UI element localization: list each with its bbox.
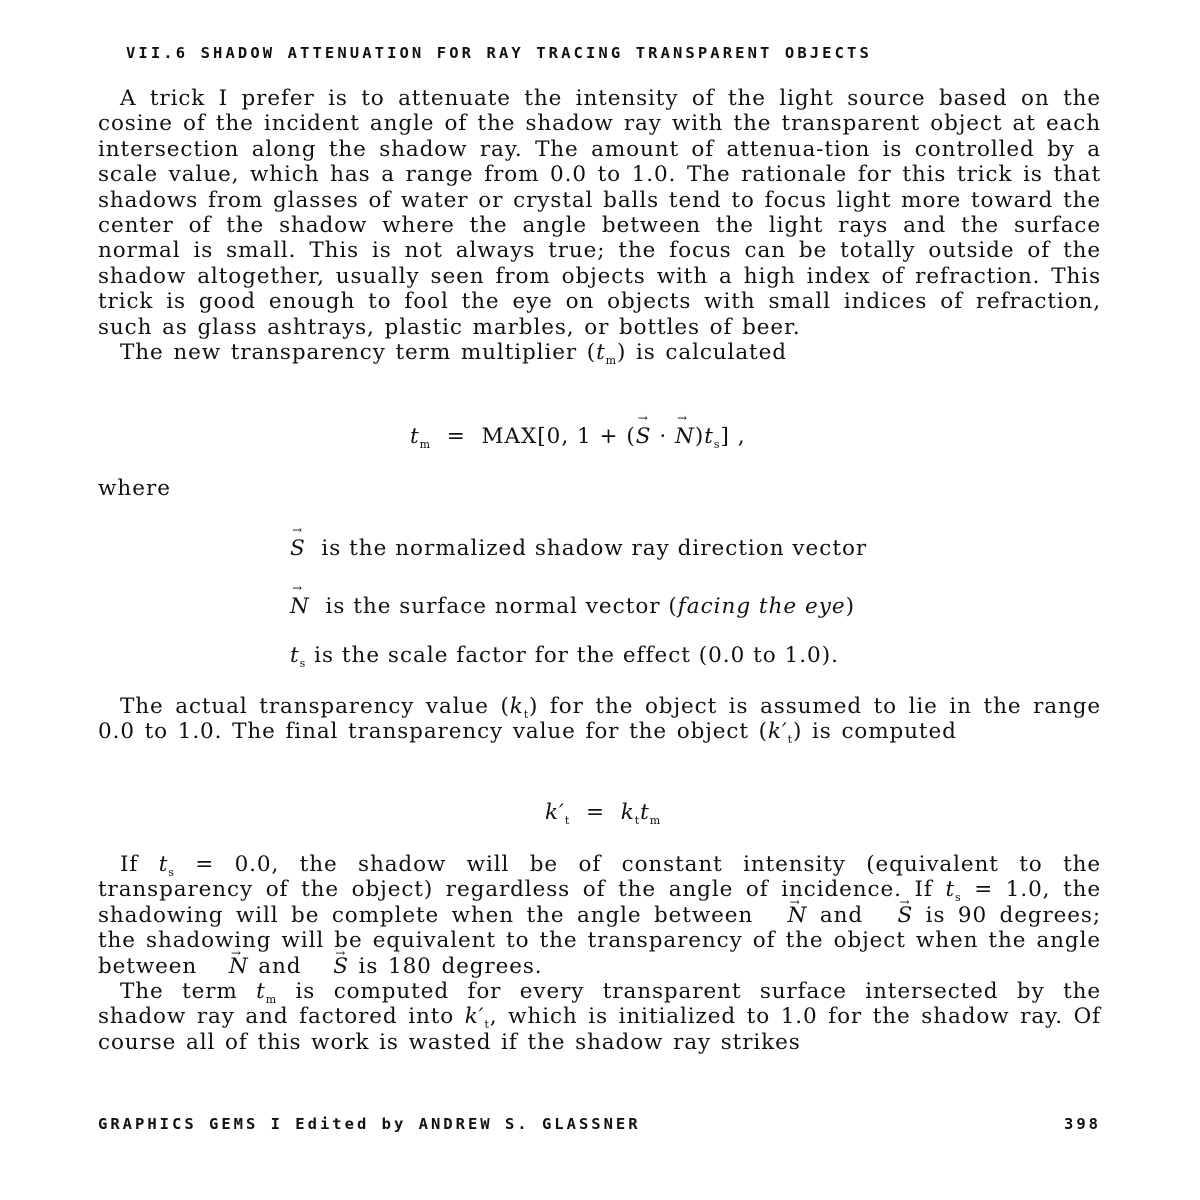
p2-text-a: The new transparency term multiplier ( bbox=[120, 340, 597, 366]
p3-text-a: The actual transparency value ( bbox=[120, 694, 510, 719]
paragraph-term bbox=[98, 979, 1101, 1055]
p5-sub-t: t bbox=[484, 1018, 490, 1032]
definition-N bbox=[290, 594, 855, 619]
p4-t2: t bbox=[945, 877, 955, 903]
definition-ts bbox=[290, 643, 839, 668]
p5-text-a: The term bbox=[120, 979, 257, 1005]
equation-tm bbox=[410, 424, 746, 449]
def-t-text: is the scale factor for the effect (0.0 to 1.0). bbox=[314, 643, 839, 668]
eq1-sub-s: s bbox=[713, 438, 721, 451]
p4-text-c: = 1.0, the shadowing will be complete when the angle between bbox=[98, 877, 1101, 928]
equation-kt bbox=[545, 800, 661, 825]
p5-k-prime: k′ bbox=[464, 1004, 485, 1030]
eq1-rhs-a: MAX[0, 1 + ( bbox=[481, 424, 636, 449]
eq2-k: k bbox=[620, 800, 635, 825]
p3-text-b: ) for the object is assumed to lie in the range 0.0 to 1.0. The final transparency value for the object ( bbox=[98, 694, 1101, 745]
eq2-t: t bbox=[640, 800, 650, 825]
page-number: 398 bbox=[1064, 1115, 1101, 1133]
p5-text-c: , which is initialized to 1.0 for the shadow ray. Of course all of this work is wasted if the shadow ray strikes bbox=[98, 1004, 1101, 1055]
p3-text-c: ) is computed bbox=[792, 719, 957, 745]
eq1-t: t bbox=[410, 424, 420, 449]
subscript-m: m bbox=[605, 354, 617, 368]
eq2-sub-m: m bbox=[649, 814, 662, 827]
p3-sub-t: t bbox=[523, 708, 530, 721]
eq1-ts: t bbox=[704, 424, 714, 449]
eq1-rhs-c: ] , bbox=[720, 424, 746, 449]
eq1-vector-N: → N bbox=[675, 424, 695, 449]
eq2-sub-t: t bbox=[564, 814, 571, 827]
eq1-sub-m: m bbox=[419, 438, 432, 451]
def-N-text-b: ) bbox=[845, 594, 855, 619]
p5-t: t bbox=[256, 979, 266, 1005]
symbol-t: t bbox=[596, 340, 606, 366]
def-N-italic: facing the eye bbox=[677, 594, 846, 619]
p4-text-b: = 0.0, the shadow will be of constant intensity (equivalent to the transparency of the object) regardless of the angle of incidence. If bbox=[98, 852, 1101, 903]
paragraph-block-3 bbox=[98, 694, 1101, 745]
p4-text-e: is 90 degrees; the shadowing will be equivalent to the transparency of the object when the angle between bbox=[98, 902, 1101, 979]
eq1-vector-S: → S bbox=[636, 424, 652, 449]
def-S-text: is the normalized shadow ray direction vector bbox=[321, 536, 868, 561]
eq2-equals: = bbox=[586, 800, 606, 825]
running-head: VII.6 SHADOW ATTENUATION FOR RAY TRACING TRANSPARENT OBJECTS bbox=[126, 44, 872, 62]
def-t: t bbox=[290, 643, 300, 668]
eq2-sub-t2: t bbox=[634, 814, 641, 827]
p4-text-a: If bbox=[120, 852, 159, 877]
paragraph-cases bbox=[98, 852, 1101, 979]
p3-sub-t2: t bbox=[787, 733, 793, 747]
paragraph-multiplier-lead bbox=[98, 340, 1101, 368]
p4-text-d: and bbox=[807, 902, 876, 928]
paragraph-intro: A trick I prefer is to attenuate the intensity of the light source based on the cosine of the incident angle of the shadow ray with the transparent object at each intersection along the shadow ray. The amount of attenua-tion is controlled by a scale value, which has a range from 0.0 to 1.0. The rationale for this trick is that shadows from glasses of water or crystal balls tend to focus light more toward the center of the shadow where the angle between the light rays and the surface normal is small. This is not always true; the focus can be totally outside of the shadow altogether, usually seen from objects with a high index of refraction. This trick is good enough to fool the eye on objects with small indices of refraction, such as glass ashtrays, plastic marbles, or bottles of beer. bbox=[98, 86, 1101, 340]
p4-vector-S1: → S bbox=[876, 903, 914, 928]
eq2-k-prime: k′ bbox=[545, 800, 565, 825]
p5-text-b: is computed for every transparent surface intersected by the shadow ray and factored into bbox=[98, 979, 1101, 1030]
footer-credit: GRAPHICS GEMS I Edited by ANDREW S. GLASSNER bbox=[98, 1115, 641, 1133]
p4-sub-s2: s bbox=[954, 891, 962, 905]
p5-sub-m: m bbox=[265, 993, 278, 1007]
page-footer bbox=[98, 1115, 1101, 1133]
paragraph-block-1 bbox=[98, 86, 1101, 368]
p4-text-f: and bbox=[248, 953, 312, 979]
p4-t1: t bbox=[158, 852, 169, 877]
definition-S bbox=[290, 536, 867, 561]
eq1-dot: · bbox=[659, 424, 668, 449]
def-vector-S: → S bbox=[290, 536, 306, 561]
p4-vector-S2: → S bbox=[311, 954, 349, 979]
def-sub-s: s bbox=[299, 657, 307, 670]
p4-vector-N2: → N bbox=[207, 954, 249, 979]
p4-vector-N1: → N bbox=[766, 903, 808, 928]
p3-k: k bbox=[509, 694, 524, 719]
p4-text-g: is 180 degrees. bbox=[348, 953, 543, 979]
eq1-rhs-b: ) bbox=[694, 424, 705, 449]
where-label: where bbox=[98, 476, 171, 501]
def-N-text-a: is the surface normal vector ( bbox=[325, 594, 678, 619]
eq1-equals: = bbox=[446, 424, 466, 449]
p2-text-b: ) is calculated bbox=[616, 340, 787, 366]
paragraph-block-4 bbox=[98, 852, 1101, 1055]
p3-k-prime: k′ bbox=[767, 719, 788, 745]
p4-sub-s1: s bbox=[168, 866, 175, 879]
paragraph-transparency bbox=[98, 694, 1101, 745]
def-vector-N: → N bbox=[290, 594, 310, 619]
